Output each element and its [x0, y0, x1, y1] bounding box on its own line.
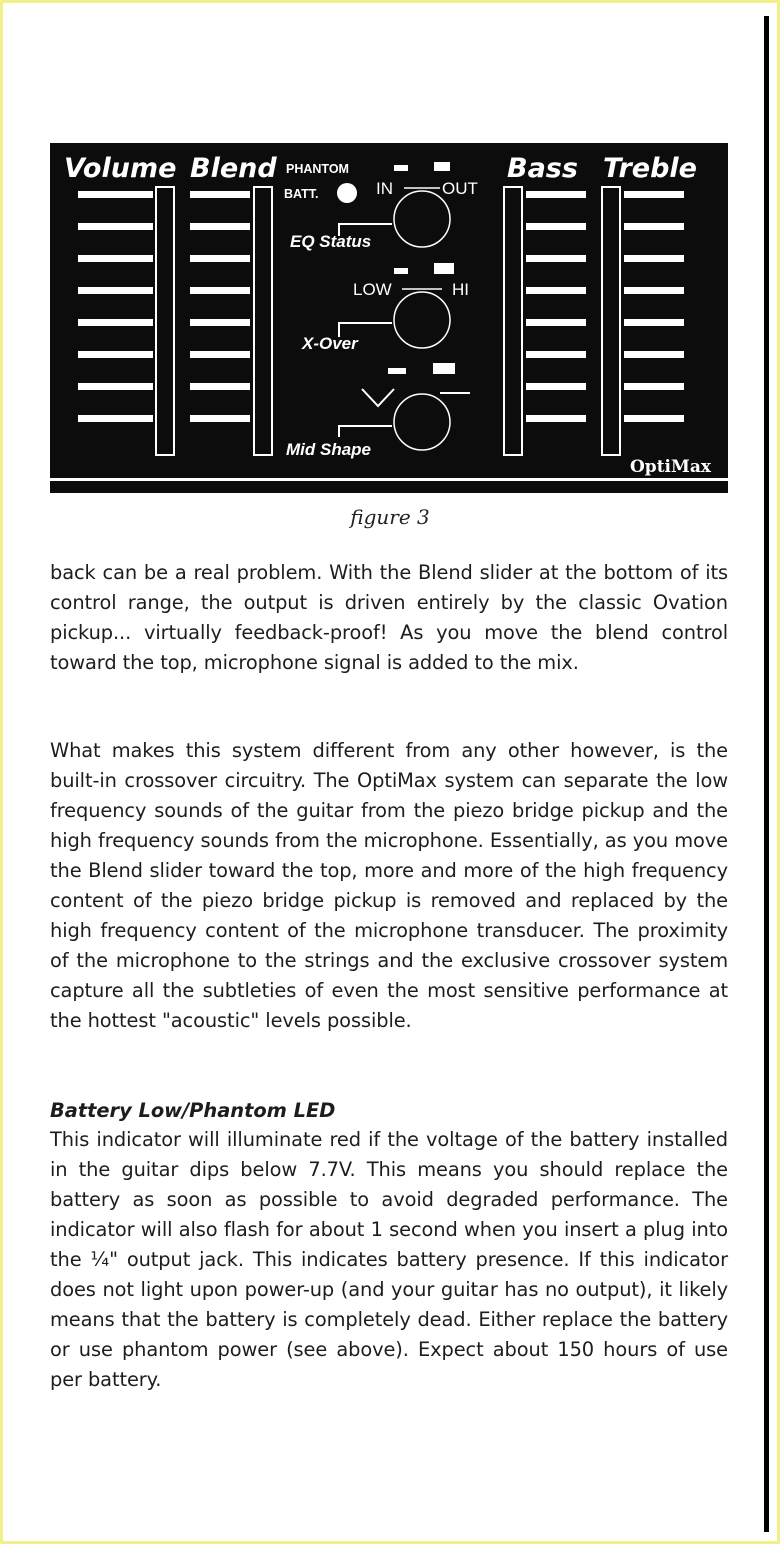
- paragraph-blend-slider: back can be a real problem. With the Blend slider at the bottom of its control range, the output is driven entirely by the classic Ovation pickup... virtually feedback-proof! As you move the blend control toward the top, microphone signal is added to the mix.: [50, 561, 728, 674]
- eq-status-label: EQ Status: [290, 232, 372, 251]
- volume-slider-track: [156, 187, 174, 455]
- blend-slider[interactable]: [190, 187, 272, 455]
- mid-shape-label: Mid Shape: [286, 440, 372, 459]
- right-margin-rule: [764, 16, 769, 1532]
- bass-slider-track: [504, 187, 522, 455]
- eq-status-in-indicator: [394, 165, 408, 171]
- section-heading-battery-led: Battery Low/Phantom LED: [50, 1099, 336, 1122]
- mid-shape-notch-indicator: [388, 368, 406, 374]
- mid-shape-switch[interactable]: [286, 363, 470, 459]
- blend-scale-marks: [190, 191, 250, 422]
- battery-led-icon: [337, 183, 357, 203]
- eq-status-knob[interactable]: [394, 191, 450, 247]
- eq-in-label: IN: [376, 179, 393, 198]
- bass-slider[interactable]: [504, 187, 586, 455]
- volume-scale-marks: [78, 191, 153, 422]
- control-panel-diagram: [50, 143, 728, 493]
- x-over-switch[interactable]: [301, 263, 469, 353]
- bass-scale-marks: [526, 191, 586, 422]
- mid-scoop-icon: [362, 389, 394, 406]
- treble-label: Treble: [603, 153, 697, 184]
- volume-label: Volume: [64, 153, 177, 184]
- optimax-control-panel: [50, 143, 728, 493]
- eq-status-out-indicator: [434, 162, 450, 171]
- volume-slider[interactable]: [78, 187, 174, 455]
- x-over-label: X-Over: [302, 334, 358, 353]
- treble-slider-track: [602, 187, 620, 455]
- panel-bottom-rule: [50, 478, 728, 481]
- treble-slider[interactable]: [602, 187, 684, 455]
- x-over-hi-indicator: [434, 263, 454, 274]
- phantom-label: PHANTOM: [286, 162, 349, 176]
- paragraph-battery-led: This indicator will illuminate red if the voltage of the battery installed in the guitar dips below 7.7V. This means you should replace the battery as soon as possible to avoid degraded performance. The indicator will also flash for about 1 second when you insert a plug into the ¼" output jack. This indicates battery presence. If this indicator does not light upon power-up (and your guitar has no output), it likely means that the battery is completely dead. Either replace the battery or use phantom power (see above). Expect about 150 hours of use per battery.: [50, 1128, 728, 1391]
- treble-scale-marks: [624, 191, 684, 422]
- blend-slider-track: [254, 187, 272, 455]
- x-over-low-label: LOW: [353, 280, 392, 299]
- mid-shape-leader-line: [339, 426, 392, 437]
- paragraph-crossover: What makes this system different from any other however, is the built-in crossover circuitry. The OptiMax system can separate the low frequency sounds of the guitar from the piezo bridge pickup and the high frequency sounds from the microphone. Essentially, as you move the Blend slider toward the top, more and more of the high frequency content of the piezo bridge pickup is removed and replaced by the high frequency content of the microphone transducer. The proximity of the microphone to the strings and the exclusive crossover system capture all the subtleties of even the most sensitive performance at the hottest "acoustic" levels possible.: [50, 739, 728, 1032]
- bass-label: Bass: [507, 153, 578, 184]
- figure-caption: figure 3: [350, 505, 430, 529]
- optimax-logo: OptiMax: [630, 457, 711, 477]
- x-over-hi-label: HI: [452, 280, 469, 299]
- mid-shape-knob[interactable]: [394, 394, 450, 450]
- x-over-low-indicator: [394, 268, 408, 274]
- mid-shape-flat-indicator: [433, 363, 455, 374]
- eq-out-label: OUT: [442, 179, 478, 198]
- x-over-knob[interactable]: [394, 292, 450, 348]
- batt-label: BATT.: [284, 187, 319, 201]
- blend-label: Blend: [190, 153, 277, 184]
